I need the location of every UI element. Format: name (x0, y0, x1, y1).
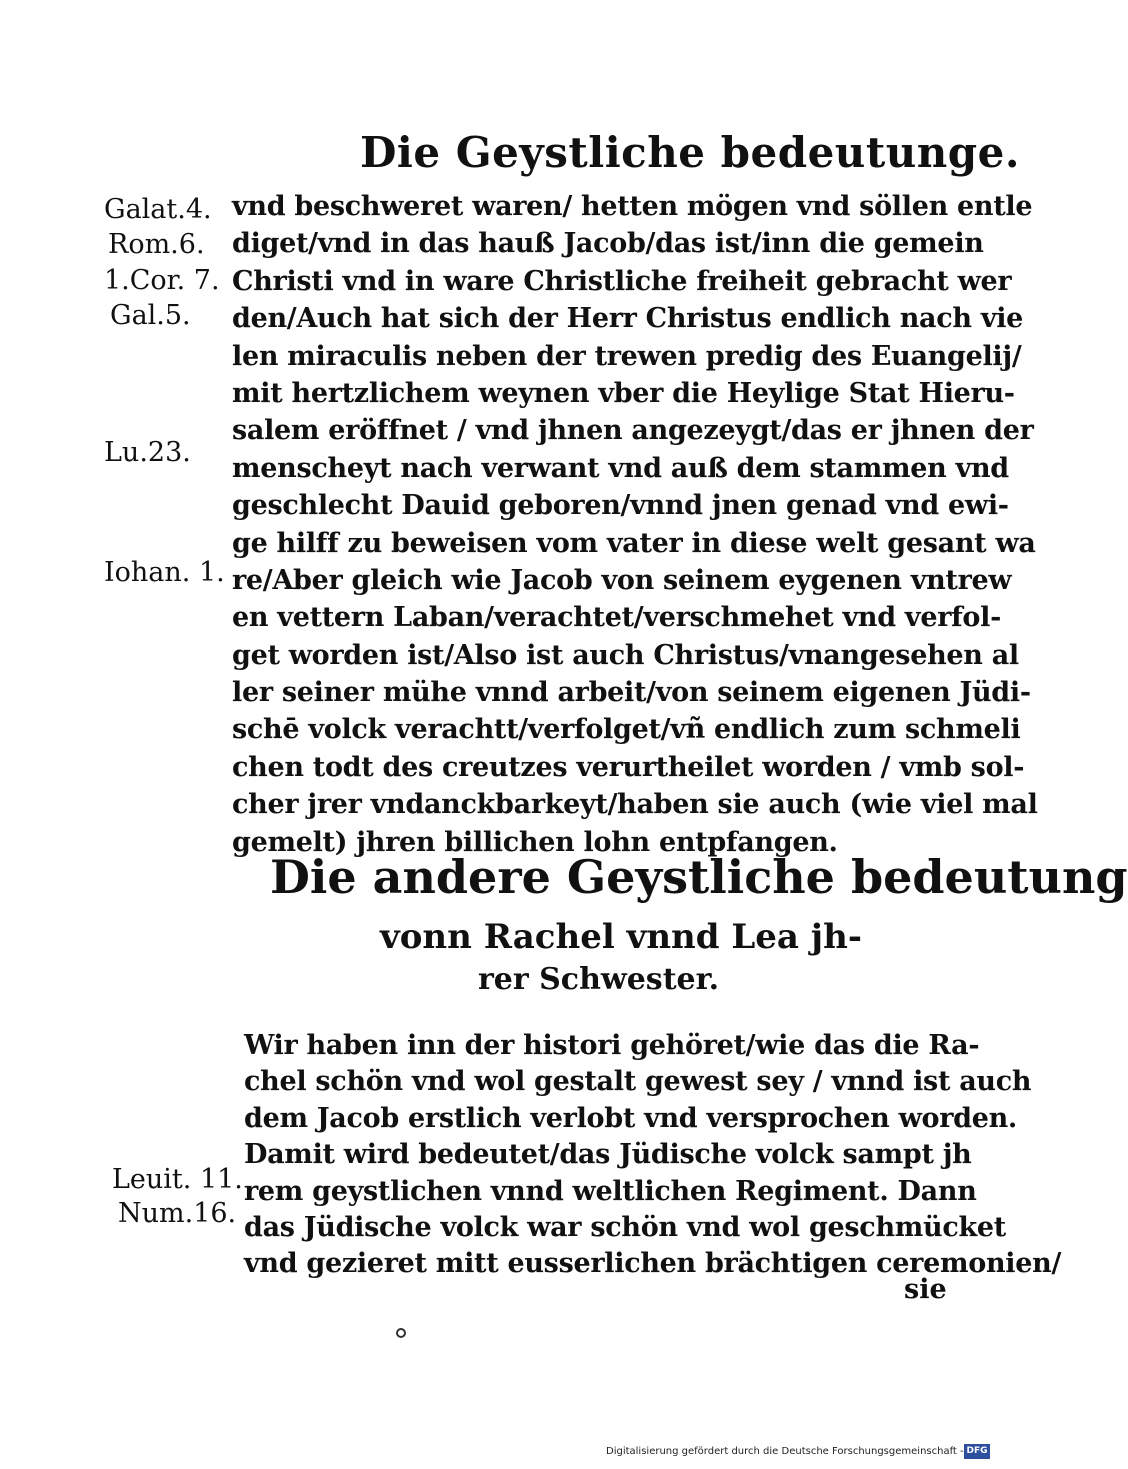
text-line: diget/vnd in das hauß Jacob/das ist/inn die gemein (232, 228, 984, 260)
text-line: menscheyt nach verwant vnd auß dem stammen vnd (232, 452, 1009, 484)
text-line: Damit wird bedeutet/das Jüdische volck sampt jh (244, 1139, 972, 1171)
text-line: Wir haben inn der histori gehöret/wie das die Ra- (244, 1030, 980, 1061)
section-title: Die andere Geystliche bedeutung (270, 850, 1128, 904)
text-line: re/Aber gleich wie Jacob von seinem eygenen vntrew (232, 564, 1012, 596)
section-subtitle: rer Schwester. (478, 962, 720, 997)
text-line: ler seiner mühe vnnd arbeit/von seinem eigenen Jüdi- (232, 677, 1031, 709)
text-line: en vettern Laban/verachtet/verschmehet vnd verfol- (232, 602, 1002, 634)
text-line: dem Jacob erstlich verlobt vnd versprochen worden. (244, 1102, 1018, 1134)
margin-note: Num.16. (118, 1198, 237, 1229)
text-line: geschlecht Dauid geboren/vnnd jnen genad vnd ewi- (232, 490, 1009, 522)
body-text (232, 188, 1038, 861)
running-head: Die Geystliche bedeutunge. (360, 128, 1021, 177)
dfg-logo: DFG (964, 1444, 990, 1459)
text-line: chen todt des creutzes verurtheilet worden / vmb sol- (232, 751, 1025, 783)
text-line: get worden ist/Also ist auch Christus/vnangesehen al (232, 639, 1019, 671)
text-line: cher jrer vndanckbarkeyt/haben sie auch (wie viel mal (232, 789, 1038, 821)
margin-note: Rom.6. (108, 229, 205, 260)
margin-note: Leuit. 11. (112, 1164, 243, 1195)
text-line: mit hertzlichem weynen vber die Heylige Stat Hieru- (232, 377, 1015, 409)
margin-note: Gal.5. (110, 300, 191, 331)
text-line: salem eröffnet / vnd jhnen angezeygt/das er jhnen der (232, 415, 1034, 447)
catchword: sie (904, 1274, 947, 1305)
margin-note: Iohan. 1. (104, 557, 225, 588)
text-line: chel schön vnd wol gestalt gewest sey / vnnd ist auch (244, 1066, 1032, 1098)
text-line: ge hilff zu beweisen vom vater in diese welt gesant wa (232, 527, 1036, 559)
margin-note: Galat.4. (104, 194, 212, 225)
text-line: schē volck verachtt/verfolget/vñ endlich zum schmeli (232, 714, 1021, 746)
text-line: gemelt) jhren billichen lohn entpfangen. (232, 826, 838, 858)
section-body-text (244, 1028, 1062, 1283)
text-line: den/Auch hat sich der Herr Christus endlich nach vie (232, 303, 1024, 335)
text-line: vnd gezieret mitt eusserlichen brächtigen ceremonien/ (244, 1248, 1062, 1280)
margin-note: Lu.23. (104, 437, 191, 468)
text-line: das Jüdische volck war schön vnd wol geschmücket (244, 1211, 1006, 1243)
text-line: vnd beschweret waren/ hetten mögen vnd söllen entle (232, 191, 1033, 222)
printer-ornament-icon (396, 1328, 406, 1338)
digitization-footer: Digitalisierung gefördert durch die Deutsche Forschungsgemeinschaft - (606, 1446, 964, 1457)
text-line: len miraculis neben der trewen predig des Euangelij/ (232, 340, 1022, 372)
margin-note: 1.Cor. 7. (104, 265, 220, 296)
section-subtitle: vonn Rachel vnnd Lea jh- (380, 917, 862, 957)
text-line: rem geystlichen vnnd weltlichen Regiment. Dann (244, 1175, 977, 1207)
text-line: Christi vnd in ware Christliche freiheit gebracht wer (232, 265, 1012, 297)
